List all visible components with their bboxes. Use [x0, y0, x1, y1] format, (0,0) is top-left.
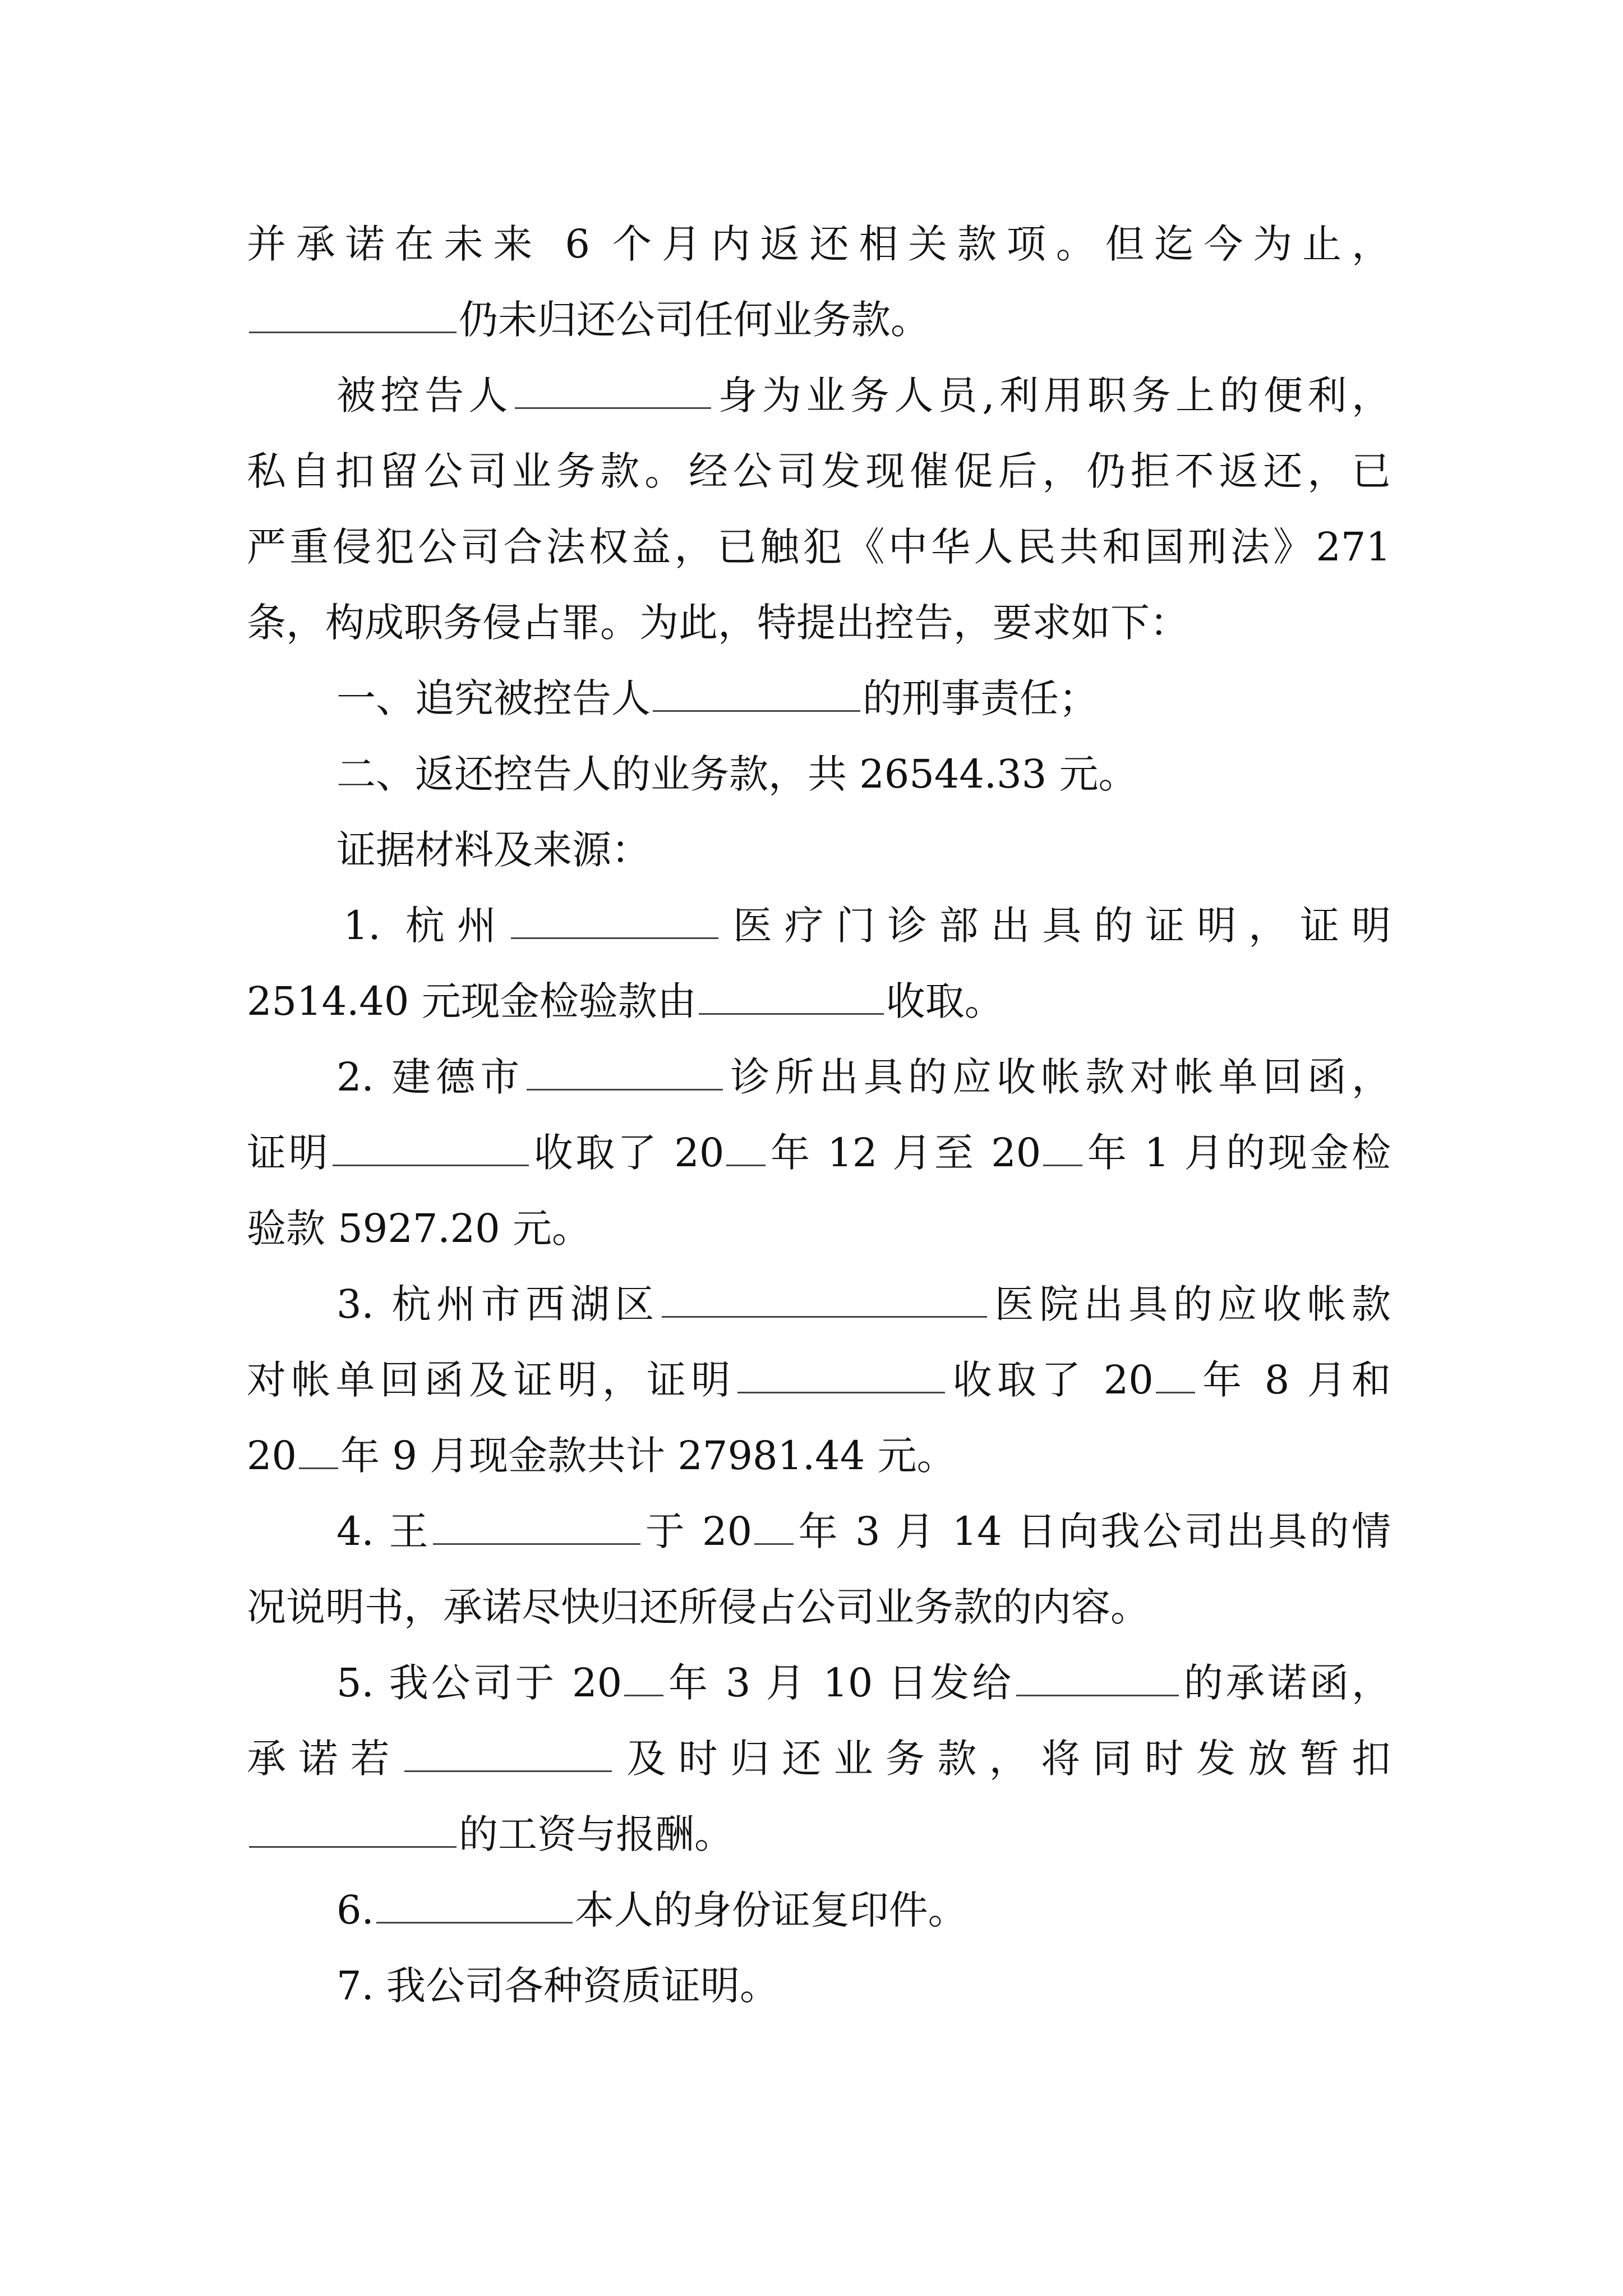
text-line	[336, 1955, 1391, 2017]
text-line	[336, 1046, 1391, 1108]
blank-field	[333, 1130, 529, 1166]
text: 医院出具的应收帐款	[989, 1281, 1391, 1327]
text: 2514.40 元现金检验款由	[247, 978, 697, 1024]
text: 承诺若	[247, 1736, 402, 1782]
text: 验款 5927.20 元。	[247, 1205, 591, 1251]
blank-field	[653, 675, 860, 712]
text: 的刑事责任；	[863, 675, 1098, 721]
text-line	[247, 516, 1391, 578]
text-line	[336, 1501, 1391, 1562]
text: 2. 建德市	[336, 1054, 525, 1100]
text-line	[247, 1425, 1391, 1487]
text-line	[247, 592, 1391, 654]
text-line	[336, 1652, 1391, 1714]
text: 并承诺在未来 6 个月内返还相关款项。但迄今为止，	[247, 221, 1391, 267]
text: 身为业务人员,利用职务上的便利，	[713, 372, 1391, 418]
text: 的工资与报酬。	[459, 1811, 734, 1857]
blank-field	[527, 1054, 723, 1091]
blank-field	[299, 1433, 338, 1469]
text: 医疗门诊部出具的证明，证明	[720, 903, 1391, 949]
text-line	[247, 1803, 1391, 1865]
text-line	[247, 440, 1391, 502]
text: 仍未归还公司任何业务款。	[459, 297, 930, 343]
text: 收取了 20	[531, 1130, 725, 1176]
blank-field	[624, 1660, 663, 1696]
blank-field	[511, 903, 718, 939]
text: 二、返还控告人的业务款，共 26544.33 元。	[336, 751, 1138, 797]
text-line	[247, 1122, 1391, 1184]
blank-field	[1156, 1357, 1195, 1393]
text-line	[247, 970, 1391, 1032]
text: 证明	[247, 1130, 331, 1176]
blank-field	[726, 1130, 766, 1166]
blank-field	[249, 297, 457, 333]
text: 被控告人	[336, 372, 513, 418]
text: 证据材料及来源：	[336, 827, 651, 873]
text: 7. 我公司各种资质证明。	[336, 1963, 780, 2009]
text: 本人的身份证复印件。	[574, 1887, 967, 1933]
text-line	[336, 819, 1391, 881]
blank-field	[249, 1811, 457, 1848]
text-line	[336, 743, 1391, 805]
blank-field	[699, 978, 884, 1015]
blank-field	[515, 372, 711, 409]
text: 年 3 月 10 日发给	[666, 1660, 1014, 1706]
text-line	[247, 1576, 1391, 1638]
text-line	[336, 668, 1391, 729]
text: 诊所出具的应收帐款对帐单回函，	[725, 1054, 1391, 1100]
blank-field	[376, 1887, 573, 1924]
text: 20	[247, 1433, 297, 1479]
blank-field	[1016, 1660, 1179, 1696]
text: 及时归还业务款，将同时发放暂扣	[614, 1736, 1391, 1782]
text: 的承诺函，	[1181, 1660, 1391, 1706]
text: 年 3 月 14 日向我公司出具的情	[796, 1508, 1391, 1554]
text: 6.	[336, 1887, 374, 1933]
text: 于 20	[643, 1508, 753, 1554]
text: 1. 杭州	[343, 903, 509, 949]
blank-field	[1043, 1130, 1082, 1166]
text-line	[247, 213, 1391, 275]
text: 年 8 月和	[1197, 1357, 1391, 1403]
text-line	[336, 365, 1391, 426]
text: 对帐单回函及证明，证明	[247, 1357, 736, 1403]
blank-field	[737, 1357, 945, 1393]
text-line	[247, 1728, 1391, 1789]
text: 5. 我公司于 20	[336, 1660, 623, 1706]
text: 一、追究被控告人	[336, 675, 651, 721]
text: 收取。	[886, 978, 1004, 1024]
text: 况说明书，承诺尽快归还所侵占公司业务款的内容。	[247, 1584, 1150, 1630]
text: 年 1 月的现金检	[1085, 1130, 1391, 1176]
blank-field	[404, 1736, 612, 1772]
blank-field	[433, 1508, 640, 1545]
text: 年 12 月至 20	[768, 1130, 1041, 1176]
text: 3. 杭州市西湖区	[336, 1281, 660, 1327]
text-line	[343, 895, 1391, 956]
text-line	[247, 1349, 1391, 1411]
text-line	[247, 289, 1391, 351]
blank-field	[662, 1281, 987, 1318]
text-line	[247, 1198, 1391, 1259]
text-line	[336, 1879, 1391, 1941]
text: 年 9 月现金款共计 27981.44 元。	[340, 1433, 956, 1479]
text: 4. 王	[336, 1508, 431, 1554]
text: 收取了 20	[947, 1357, 1154, 1403]
text: 严重侵犯公司合法权益，已触犯《中华人民共和国刑法》271	[247, 524, 1391, 570]
text-line	[336, 1273, 1391, 1335]
text: 条，构成职务侵占罪。为此，特提出控告，要求如下：	[247, 600, 1189, 646]
blank-field	[754, 1508, 794, 1545]
text: 私自扣留公司业务款。经公司发现催促后，仍拒不返还，已	[247, 448, 1391, 494]
